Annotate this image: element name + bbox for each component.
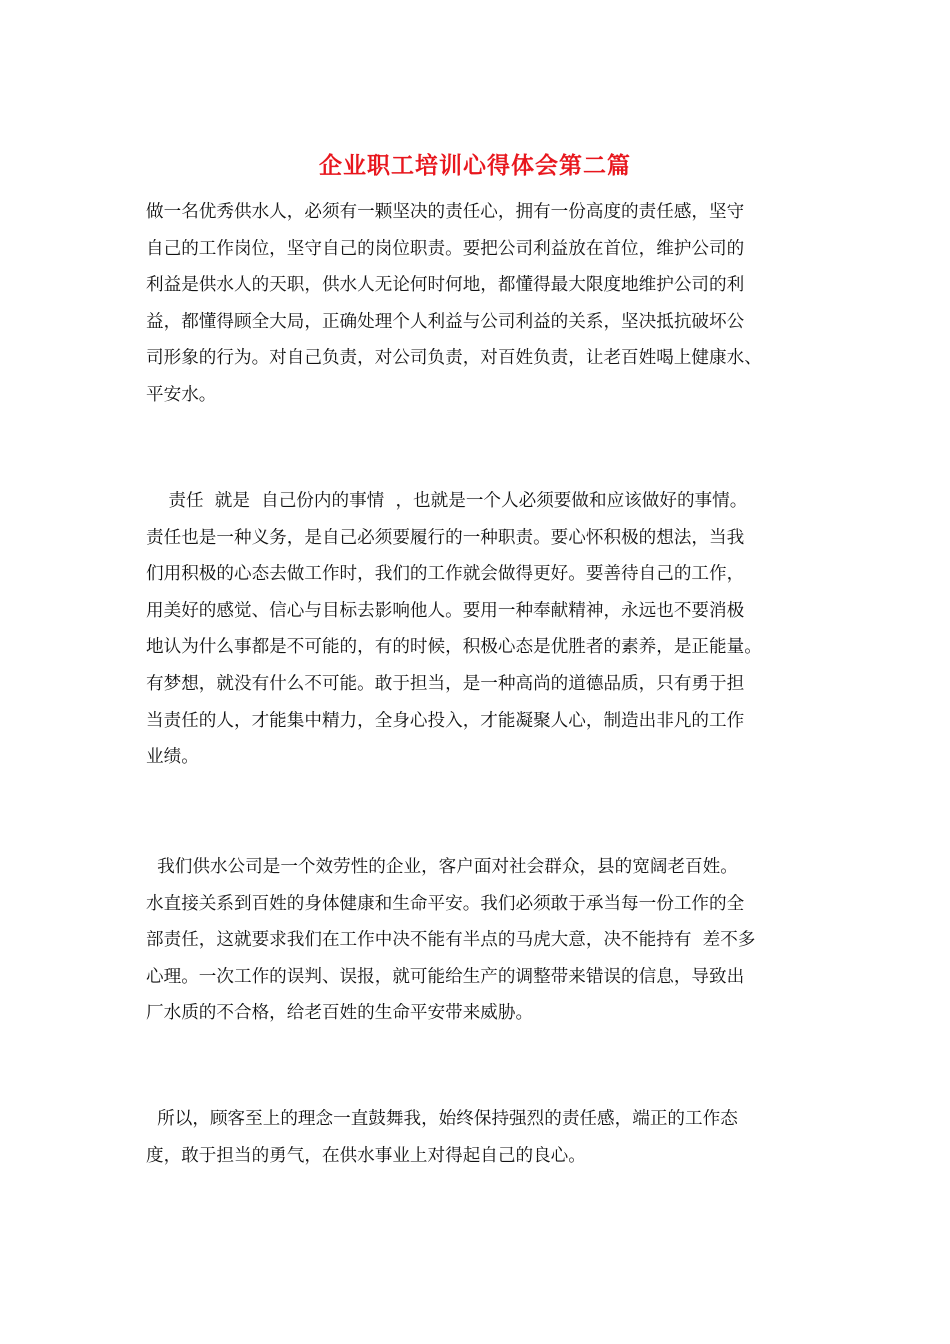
paragraph-line: 平安水。	[146, 384, 217, 405]
paragraph-line: 益，都懂得顾全大局，正确处理个人利益与公司利益的关系，坚决抵抗破坏公	[146, 311, 745, 332]
paragraph-line: 责任也是一种义务，是自己必须要履行的一种职责。要心怀积极的想法，当我	[146, 527, 745, 548]
paragraph-line: 自己的工作岗位，坚守自己的岗位职责。要把公司利益放在首位，维护公司的	[146, 238, 745, 259]
paragraph-3	[146, 849, 814, 1032]
paragraph-line: 部责任，这就要求我们在工作中决不能有半点的马虎大意，决不能持有 差不多	[146, 930, 756, 951]
paragraph-line: 利益是供水人的天职，供水人无论何时何地，都懂得最大限度地维护公司的利	[146, 275, 745, 296]
paragraph-line: 我们供水公司是一个效劳性的企业，客户面对社会群众，县的宽阔老百姓。	[146, 857, 738, 877]
paragraph-line: 水直接关系到百姓的身体健康和生命平安。我们必须敢于承当每一份工作的全	[146, 893, 745, 914]
paragraph-line: 当责任的人，才能集中精力，全身心投入，才能凝聚人心，制造出非凡的工作	[146, 710, 745, 731]
document-title: 企业职工培训心得体会第二篇	[319, 152, 631, 179]
paragraph-line: 业绩。	[146, 747, 199, 768]
paragraph-4	[146, 1101, 814, 1174]
paragraph-1	[146, 194, 814, 414]
paragraph-line: 地认为什么事都是不可能的，有的时候，积极心态是优胜者的素养，是正能量。	[146, 637, 762, 658]
paragraph-2	[146, 483, 814, 776]
paragraph-line: 有梦想，就没有什么不可能。敢于担当，是一种高尚的道德品质，只有勇于担	[146, 673, 745, 694]
paragraph-line: 用美好的感觉、信心与目标去影响他人。要用一种奉献精神，永远也不要消极	[146, 600, 745, 621]
paragraph-line: 司形象的行为。对自己负责，对公司负责，对百姓负责，让老百姓喝上健康水、	[146, 348, 762, 369]
paragraph-line: 厂水质的不合格，给老百姓的生命平安带来威胁。	[146, 1003, 534, 1024]
paragraph-line: 所以，顾客至上的理念一直鼓舞我，始终保持强烈的责任感，端正的工作态	[146, 1109, 738, 1129]
paragraph-line: 度，敢于担当的勇气，在供水事业上对得起自己的良心。	[146, 1145, 586, 1166]
paragraph-line: 们用积极的心态去做工作时，我们的工作就会做得更好。要善待自己的工作，	[146, 564, 745, 585]
paragraph-line: 责任 就是 自己份内的事情 ，也就是一个人必须要做和应该做好的事情。	[146, 491, 748, 511]
paragraph-line: 做一名优秀供水人，必须有一颗坚决的责任心，拥有一份高度的责任感，坚守	[146, 202, 745, 222]
paragraph-line: 心理。一次工作的误判、误报，就可能给生产的调整带来错误的信息，导致出	[146, 966, 745, 987]
